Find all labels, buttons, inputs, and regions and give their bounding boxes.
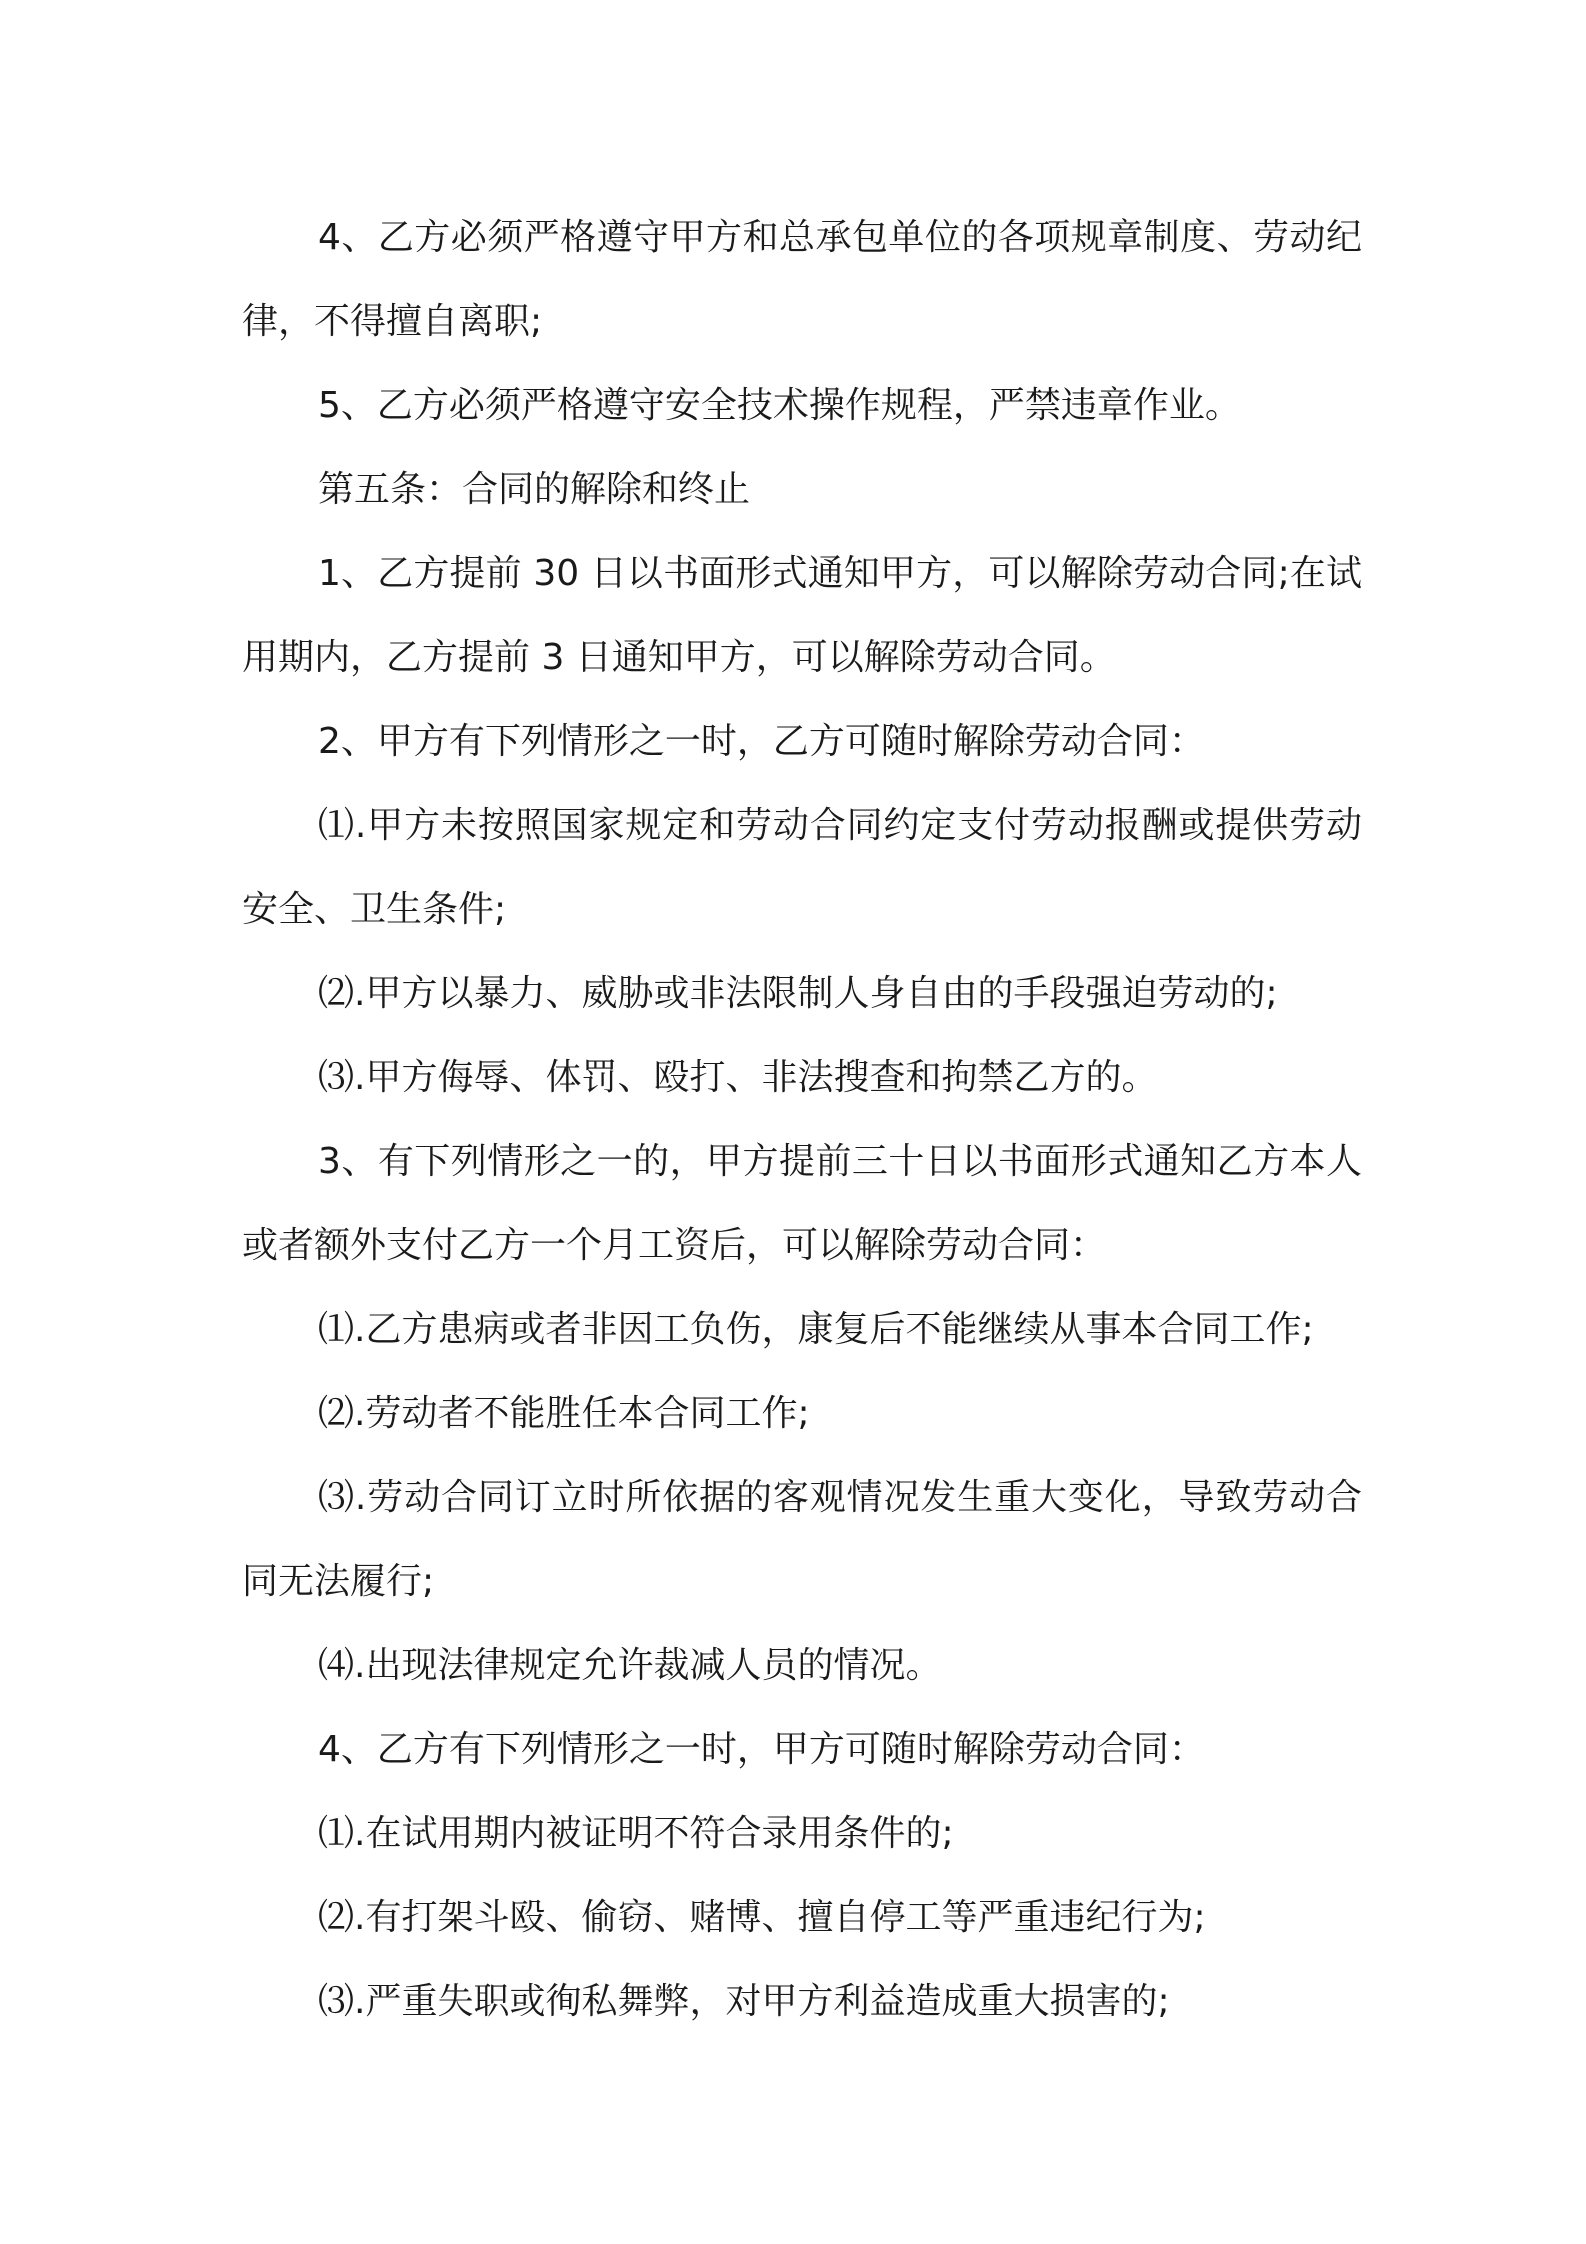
list-item: ⑶.劳动合同订立时所依据的客观情况发生重大变化，导致劳动合同无法履行; — [242, 1477, 1362, 1602]
paragraph-employer-immediate-termination: 4、乙方有下列情形之一时，甲方可随时解除劳动合同： — [318, 1729, 1205, 1770]
contract-body — [242, 196, 1362, 2044]
paragraph-employee-termination: 2、甲方有下列情形之一时，乙方可随时解除劳动合同： — [318, 721, 1205, 762]
list-item: ⑵.甲方以暴力、威胁或非法限制人身自由的手段强迫劳动的; — [318, 973, 1278, 1014]
list-item: ⑷.出现法律规定允许裁减人员的情况。 — [318, 1645, 942, 1686]
list-item: ⑴.甲方未按照国家规定和劳动合同约定支付劳动报酬或提供劳动安全、卫生条件; — [242, 805, 1362, 930]
list-item: ⑶.甲方侮辱、体罚、殴打、非法搜查和拘禁乙方的。 — [318, 1057, 1158, 1098]
list-item: ⑶.严重失职或徇私舞弊，对甲方利益造成重大损害的; — [318, 1981, 1170, 2022]
paragraph-safety-rules: 5、乙方必须严格遵守安全技术操作规程，严禁违章作业。 — [318, 385, 1241, 426]
paragraph-employer-notice-termination: 3、有下列情形之一的，甲方提前三十日以书面形式通知乙方本人或者额外支付乙方一个月工资后，可以解除劳动合同： — [242, 1141, 1362, 1266]
paragraph-obey-rules: 4、乙方必须严格遵守甲方和总承包单位的各项规章制度、劳动纪律，不得擅自离职; — [242, 217, 1362, 342]
paragraph-termination-notice: 1、乙方提前 30 日以书面形式通知甲方，可以解除劳动合同;在试用期内，乙方提前 3 日通知甲方，可以解除劳动合同。 — [242, 553, 1362, 678]
list-item: ⑴.在试用期内被证明不符合录用条件的; — [318, 1813, 954, 1854]
article-five-heading: 第五条：合同的解除和终止 — [318, 469, 751, 510]
list-item: ⑵.有打架斗殴、偷窃、赌博、擅自停工等严重违纪行为; — [318, 1897, 1206, 1938]
list-item: ⑴.乙方患病或者非因工负伤，康复后不能继续从事本合同工作; — [318, 1309, 1314, 1350]
list-item: ⑵.劳动者不能胜任本合同工作; — [318, 1393, 810, 1434]
